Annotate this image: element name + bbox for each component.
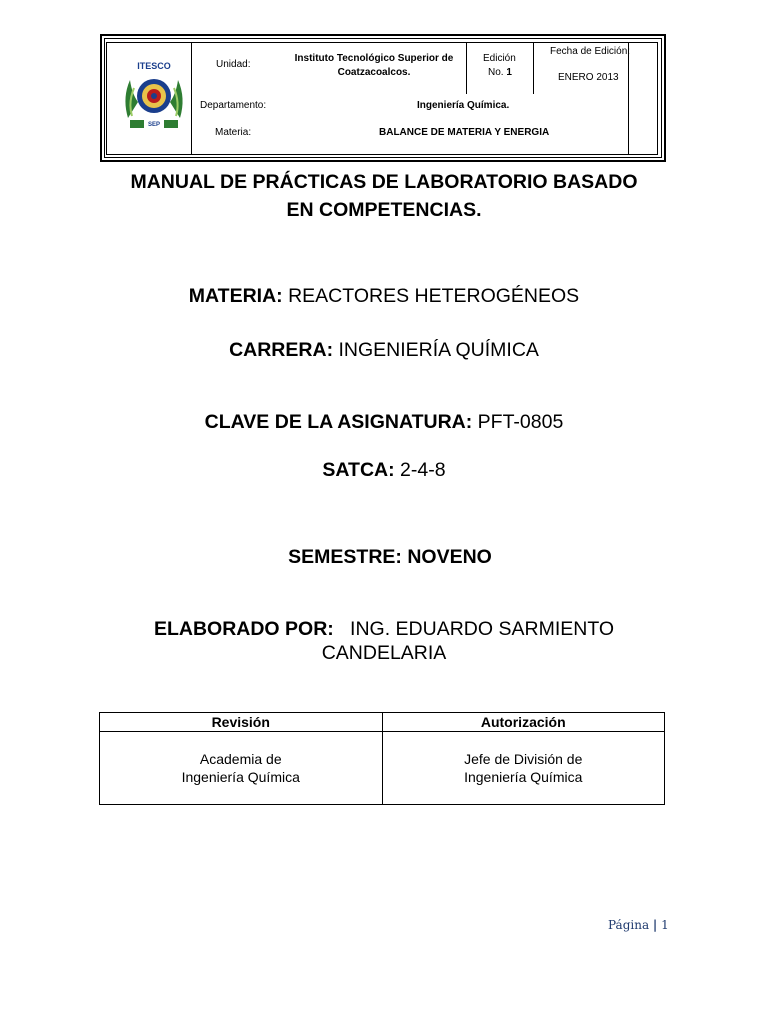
materia-field-label: MATERIA:	[188, 285, 283, 307]
autorizacion-cell-line1: Jefe de División de	[464, 751, 583, 767]
itesco-seal-icon	[118, 58, 190, 136]
autorizacion-cell-line2: Ingeniería Química	[464, 769, 583, 785]
edicion-label: Edición	[483, 53, 516, 64]
approval-table-row	[100, 732, 665, 805]
edicion-number	[488, 67, 512, 78]
title-line-1: MANUAL DE PRÁCTICAS DE LABORATORIO BASADO	[130, 171, 638, 193]
carrera-field	[0, 339, 768, 362]
fecha-label: Fecha de Edición:	[550, 46, 631, 57]
approval-table	[99, 712, 665, 805]
institute-name-line2: Coatzacoalcos.	[337, 67, 411, 78]
autorizacion-header: Autorización	[382, 713, 665, 732]
carrera-field-value: INGENIERÍA QUÍMICA	[338, 339, 539, 361]
fecha-divider	[533, 42, 534, 94]
departamento-label: Departamento:	[200, 100, 267, 111]
edicion-no-value: 1	[506, 67, 512, 78]
materia-value: BALANCE DE MATERIA Y ENERGIA	[379, 127, 550, 138]
clave-field-label: CLAVE DE LA ASIGNATURA:	[204, 411, 473, 433]
semestre-field-label: SEMESTRE: NOVENO	[288, 546, 492, 568]
revision-cell-line2: Ingeniería Química	[181, 769, 300, 785]
carrera-field-label: CARRERA:	[229, 339, 334, 361]
fecha-value: ENERO 2013	[558, 72, 619, 83]
approval-table-header	[100, 713, 665, 732]
departamento-value: Ingeniería Química.	[417, 100, 510, 111]
autorizacion-cell	[382, 732, 665, 805]
document-title	[100, 168, 668, 224]
clave-field-value: PFT-0805	[477, 411, 564, 433]
materia-field-value: REACTORES HETEROGÉNEOS	[288, 285, 580, 307]
title-line-2: EN COMPETENCIAS.	[286, 199, 482, 221]
revision-header: Revisión	[100, 713, 383, 732]
right-divider	[628, 42, 629, 155]
elaborado-field	[0, 618, 768, 641]
page-footer	[608, 918, 669, 932]
page-separator: |	[652, 918, 658, 932]
satca-field-label: SATCA:	[322, 459, 395, 481]
logo-sub-text: SEP	[147, 122, 161, 128]
edicion-divider	[466, 42, 467, 94]
revision-cell	[100, 732, 383, 805]
satca-field-value: 2-4-8	[400, 459, 446, 481]
page-label: Página	[608, 918, 650, 932]
elaborado-field-line2	[0, 642, 768, 665]
revision-cell-line1: Academia de	[199, 751, 282, 767]
logo-text: ITESCO	[137, 61, 171, 71]
elaborado-field-label: ELABORADO POR:	[153, 618, 334, 640]
unidad-label: Unidad:	[216, 59, 251, 70]
semestre-field	[6, 546, 768, 569]
edicion-no-label: No.	[488, 67, 504, 78]
clave-field	[0, 411, 768, 434]
institute-name-line1: Instituto Tecnológico Superior de	[294, 53, 454, 64]
materia-label: Materia:	[215, 127, 252, 138]
materia-field	[0, 285, 768, 308]
page-number: 1	[661, 918, 669, 932]
elaborado-field-value-line2: CANDELARIA	[321, 642, 447, 664]
satca-field	[0, 459, 768, 482]
elaborado-field-value-line1: ING. EDUARDO SARMIENTO	[350, 618, 615, 640]
